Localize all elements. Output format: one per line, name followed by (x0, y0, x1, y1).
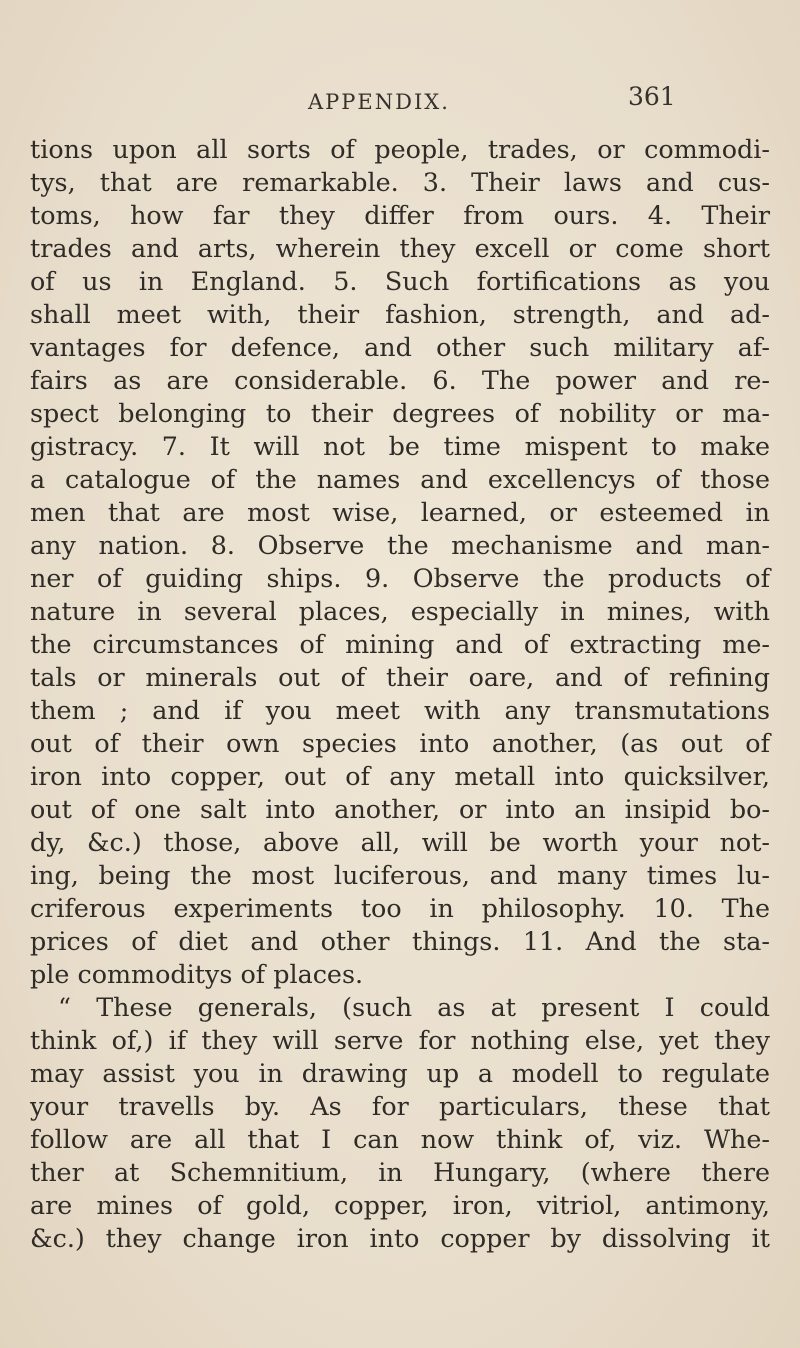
text-line: tys, that are remarkable. 3. Their laws and cus- (30, 167, 770, 197)
text-line: nature in several places, especially in mines, with (30, 596, 770, 626)
text-line: any nation. 8. Observe the mechanisme and man- (30, 530, 770, 560)
text-line: ner of guiding ships. 9. Observe the products of (30, 563, 770, 593)
text-line: a catalogue of the names and excellencys of those (30, 464, 770, 494)
text-line: the circumstances of mining and of extracting me- (30, 629, 770, 659)
text-line: your travells by. As for particulars, these that (30, 1091, 770, 1121)
text-line: ther at Schemnitium, in Hungary, (where there (30, 1157, 770, 1187)
text-line: toms, how far they differ from ours. 4. Their (30, 200, 770, 230)
text-line: “ These generals, (such as at present I could (58, 992, 770, 1022)
page-number: 361 (628, 82, 676, 111)
text-line: follow are all that I can now think of, viz. Whe- (30, 1124, 770, 1154)
text-line: trades and arts, wherein they excell or come short (30, 233, 770, 263)
text-line: criferous experiments too in philosophy. 10. The (30, 893, 770, 923)
text-line: &c.) they change iron into copper by dissolving it (30, 1223, 770, 1253)
text-line: shall meet with, their fashion, strength, and ad- (30, 299, 770, 329)
text-line: think of,) if they will serve for nothing else, yet they (30, 1025, 770, 1055)
text-line: ing, being the most luciferous, and many times lu- (30, 860, 770, 890)
text-line: vantages for defence, and other such military af- (30, 332, 770, 362)
text-line: men that are most wise, learned, or esteemed in (30, 497, 770, 527)
text-line: out of their own species into another, (as out of (30, 728, 770, 758)
text-line: of us in England. 5. Such fortifications as you (30, 266, 770, 296)
text-line: dy, &c.) those, above all, will be worth your not- (30, 827, 770, 857)
text-line: are mines of gold, copper, iron, vitriol, antimony, (30, 1190, 770, 1220)
text-line: spect belonging to their degrees of nobility or ma- (30, 398, 770, 428)
text-line: iron into copper, out of any metall into quicksilver, (30, 761, 770, 791)
running-head: APPENDIX. (308, 90, 450, 114)
text-line: out of one salt into another, or into an insipid bo- (30, 794, 770, 824)
text-line: them ; and if you meet with any transmutations (30, 695, 770, 725)
text-line: prices of diet and other things. 11. And the sta- (30, 926, 770, 956)
text-line: fairs as are considerable. 6. The power and re- (30, 365, 770, 395)
text-line: ple commoditys of places. (30, 959, 364, 989)
text-line: gistracy. 7. It will not be time mispent to make (30, 431, 770, 461)
text-line: tions upon all sorts of people, trades, or commodi- (30, 134, 770, 164)
text-line: may assist you in drawing up a modell to regulate (30, 1058, 770, 1088)
text-line: tals or minerals out of their oare, and of refining (30, 662, 770, 692)
